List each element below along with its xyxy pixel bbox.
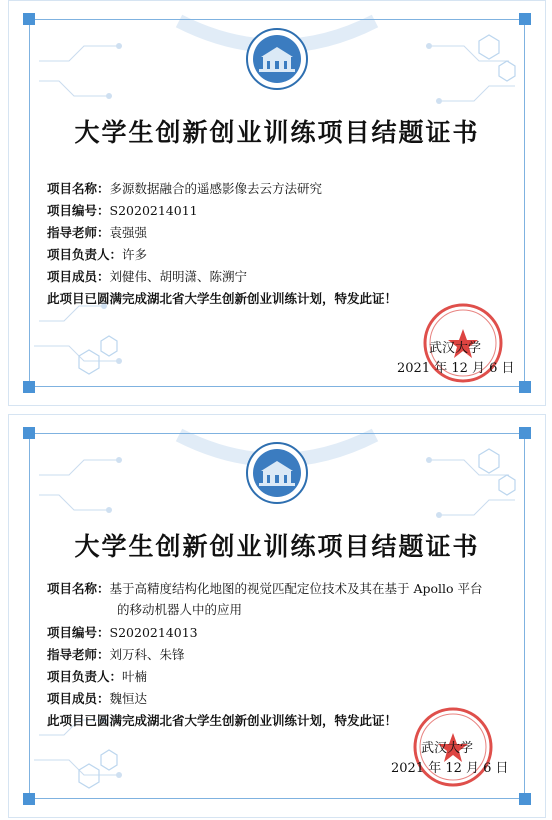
corner-ornament: [519, 13, 531, 25]
project-name-value: 多源数据融合的遥感影像去云方法研究: [109, 181, 323, 196]
project-number-label: 项目编号：: [47, 203, 110, 218]
certificate-2: [8, 414, 546, 818]
issue-date: 2021 年 12 月 6 日: [397, 361, 515, 376]
corner-ornament: [23, 793, 35, 805]
certificate-title: 大学生创新创业训练项目结题证书: [74, 532, 480, 561]
corner-ornament: [519, 381, 531, 393]
certificate-title: 大学生创新创业训练项目结题证书: [74, 118, 480, 147]
university-seal-icon: [245, 27, 309, 91]
leader-value: 许多: [122, 247, 148, 262]
members-line: [47, 267, 247, 285]
members-label: 项目成员：: [47, 691, 110, 706]
leader-line: [47, 667, 147, 685]
members-value: 魏恒达: [109, 691, 148, 706]
project-name-value: 基于高精度结构化地图的视觉匹配定位技术及其在基于 Apollo 平台: [109, 581, 483, 596]
university-seal-icon: [245, 441, 309, 505]
advisor-label: 指导老师：: [47, 225, 110, 240]
certificate-1: [8, 0, 546, 406]
leader-label: 项目负责人：: [47, 247, 123, 262]
project-number-value: S2020214013: [109, 625, 198, 640]
corner-ornament: [23, 13, 35, 25]
project-name-line: [47, 179, 322, 197]
project-name-value-continued: 的移动机器人中的应用: [117, 602, 243, 617]
corner-ornament: [519, 427, 531, 439]
members-line: [47, 689, 147, 707]
advisor-value: 袁强强: [109, 225, 148, 240]
completion-statement: 此项目已圆满完成湖北省大学生创新创业训练计划，特发此证！: [47, 713, 398, 728]
project-number-value: S2020214011: [109, 203, 198, 218]
project-number-line: [47, 201, 198, 219]
completion-statement: 此项目已圆满完成湖北省大学生创新创业训练计划，特发此证！: [47, 291, 398, 306]
project-name-label: 项目名称：: [47, 581, 110, 596]
members-label: 项目成员：: [47, 269, 110, 284]
project-number-line: [47, 623, 198, 641]
leader-value: 叶楠: [122, 669, 148, 684]
project-number-label: 项目编号：: [47, 625, 110, 640]
members-value: 刘健伟、胡明潇、陈溯宁: [109, 269, 248, 284]
advisor-line: [47, 645, 185, 663]
advisor-line: [47, 223, 147, 241]
advisor-label: 指导老师：: [47, 647, 110, 662]
corner-ornament: [23, 427, 35, 439]
advisor-value: 刘万科、朱锋: [109, 647, 185, 662]
leader-line: [47, 245, 147, 263]
leader-label: 项目负责人：: [47, 669, 123, 684]
project-name-label: 项目名称：: [47, 181, 110, 196]
project-name-line: [47, 579, 483, 597]
issuer: 武汉大学: [429, 341, 482, 356]
issue-date: 2021 年 12 月 6 日: [391, 761, 509, 776]
corner-ornament: [23, 381, 35, 393]
issuer: 武汉大学: [421, 741, 474, 756]
corner-ornament: [519, 793, 531, 805]
